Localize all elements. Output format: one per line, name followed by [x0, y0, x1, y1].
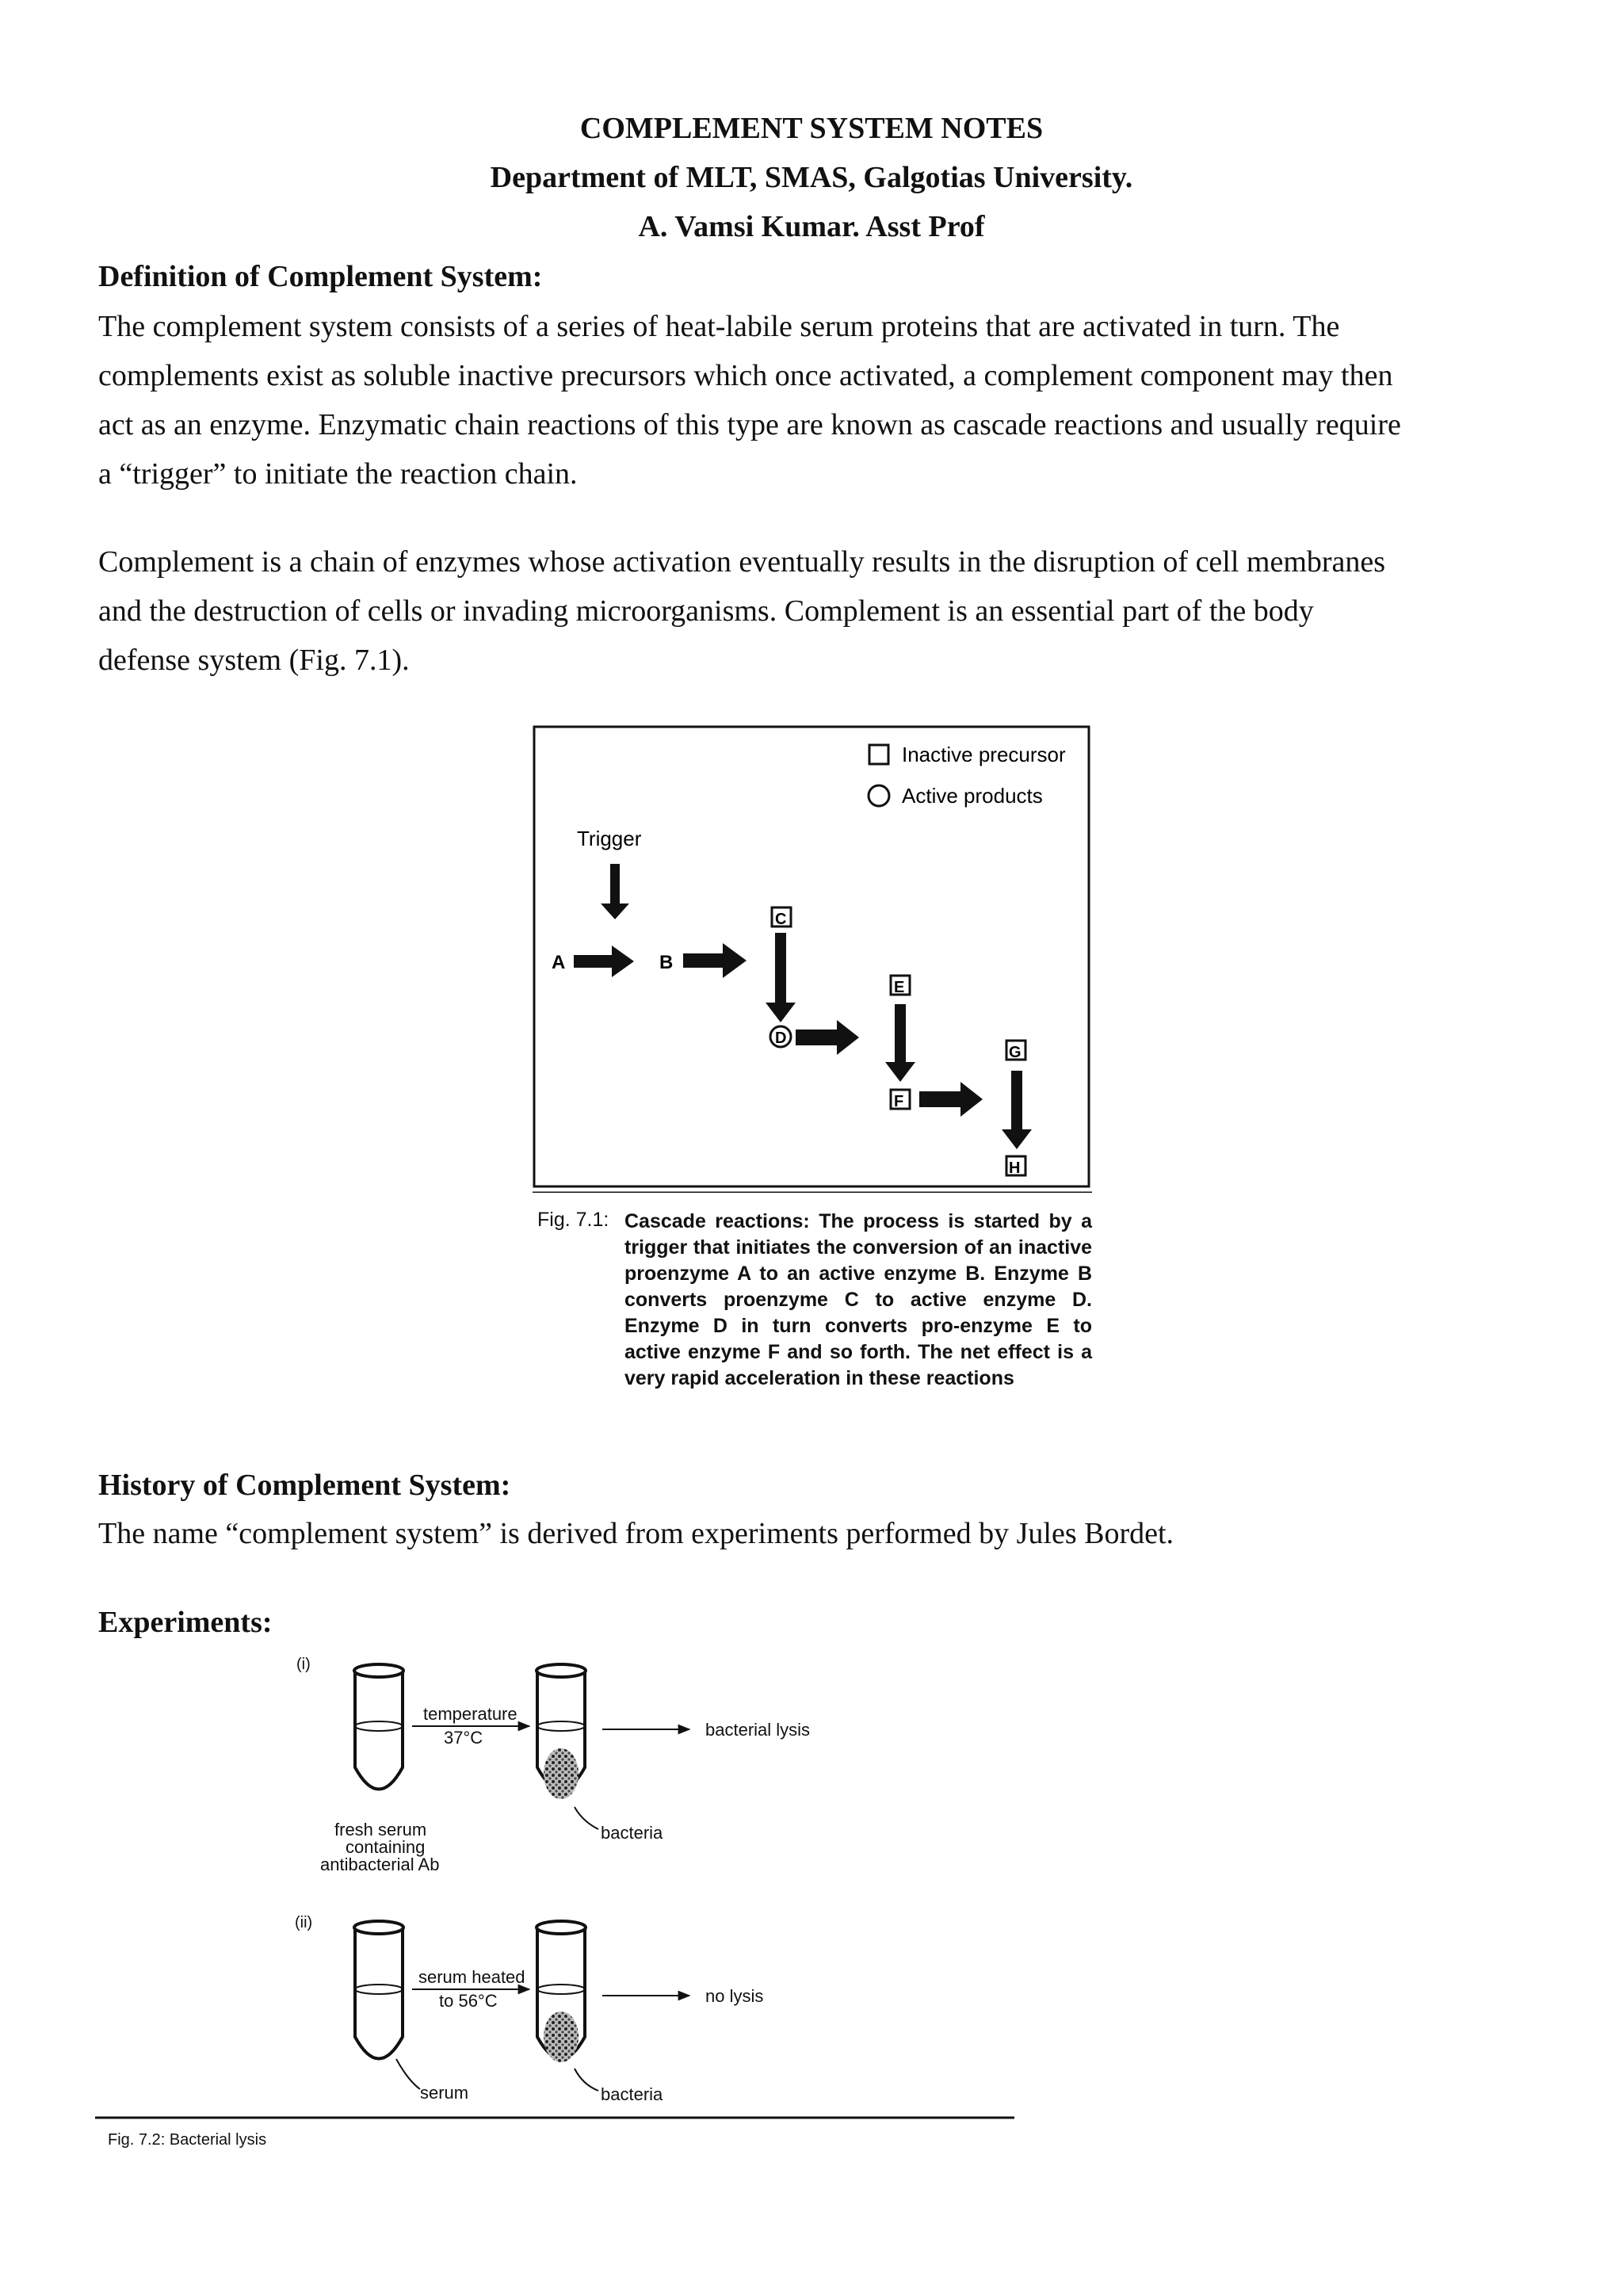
bacterial-lysis-figure [95, 1641, 1030, 2164]
caption-label: Fig. 7.1: [537, 1209, 609, 1231]
node-e: E [894, 979, 905, 996]
exp1-result: bacterial lysis [705, 1720, 811, 1740]
exp1-bacteria-pellet [544, 1748, 579, 1799]
exp2-bacteria-pellet [544, 2011, 579, 2062]
exp1-arrow-bottom: 37°C [444, 1728, 483, 1748]
exp2-serum-label: serum [420, 2083, 469, 2103]
exp2-result: no lysis [705, 1986, 764, 2006]
exp1-tube1-line2: containing [346, 1837, 426, 1857]
caption-text: Cascade reactions: The process is started by a trigger that initiates the conversion of an inactive proenzyme A to an active enzyme B. Enzyme B converts proenzyme C to active enzyme D. Enzyme D in turn converts pro-enzyme E to active enzyme F and so forth. The net effect is a very rapid acceleration in these reactions [624, 1210, 1092, 1389]
text-line: The complement system consists of a series of heat-labile serum proteins that are activated in turn. The [98, 310, 1340, 343]
exp2-bacteria-label: bacteria [601, 2084, 663, 2104]
figure-2-caption: Fig. 7.2: Bacterial lysis [108, 2131, 267, 2149]
history-text: The name “complement system” is derived from experiments performed by Jules Bordet. [98, 1517, 1174, 1550]
node-d: D [775, 1030, 787, 1047]
exp1-tube1-line1: fresh serum [334, 1820, 427, 1839]
node-b: B [659, 952, 674, 973]
cascade-reaction-figure [533, 725, 1092, 1193]
exp1-arrow-top: temperature [423, 1704, 517, 1724]
exp1-tube1-line3: antibacterial Ab [320, 1855, 440, 1874]
exp2-label: (ii) [295, 1914, 313, 1931]
author-line: A. Vamsi Kumar. Asst Prof [638, 210, 985, 243]
text-line: complements exist as soluble inactive precursors which once activated, a complement component may then [98, 359, 1393, 392]
definition-paragraph-1 [98, 302, 1525, 499]
definition-heading: Definition of Complement System: [98, 260, 543, 293]
node-h: H [1009, 1159, 1021, 1177]
trigger-label: Trigger [577, 827, 642, 850]
text-line: and the destruction of cells or invading microorganisms. Complement is an essential part of the body [98, 594, 1314, 628]
legend-active: Active products [902, 784, 1043, 808]
definition-paragraph-2 [98, 537, 1525, 685]
history-heading: History of Complement System: [98, 1469, 511, 1502]
text-line: defense system (Fig. 7.1). [98, 644, 410, 677]
page-title: COMPLEMENT SYSTEM NOTES [579, 112, 1044, 145]
legend-inactive: Inactive precursor [902, 743, 1066, 766]
text-line: a “trigger” to initiate the reaction chain. [98, 457, 578, 491]
exp1-bacteria-label: bacteria [601, 1823, 663, 1843]
node-a: A [552, 952, 566, 973]
exp2-arrow-bottom: to 56°C [439, 1991, 498, 2011]
text-line: Complement is a chain of enzymes whose activation eventually results in the disruption of cell membranes [98, 545, 1386, 579]
experiments-heading: Experiments: [98, 1606, 273, 1639]
node-g: G [1009, 1044, 1022, 1061]
text-line: act as an enzyme. Enzymatic chain reactions of this type are known as cascade reactions and usually require [98, 408, 1401, 441]
department-line: Department of MLT, SMAS, Galgotias University. [490, 161, 1133, 194]
exp1-label: (i) [296, 1656, 311, 1673]
exp2-arrow-top: serum heated [418, 1967, 525, 1987]
node-f: F [894, 1093, 904, 1110]
node-c: C [775, 911, 787, 928]
